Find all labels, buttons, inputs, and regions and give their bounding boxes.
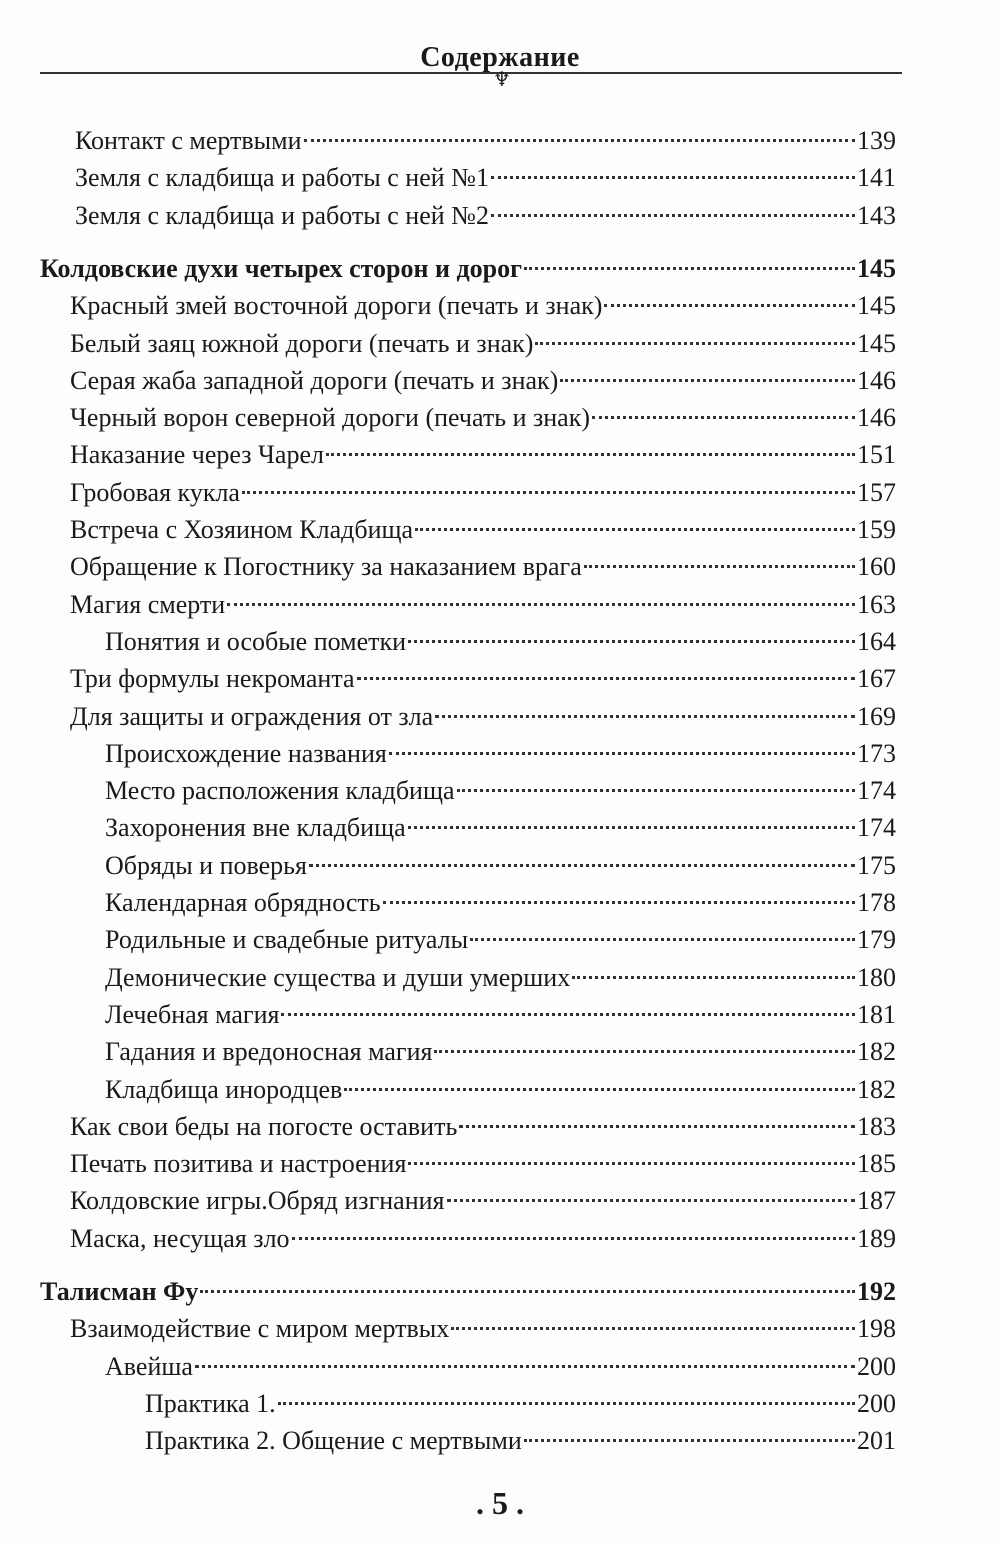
- toc-entry-title: Гадания и вредоносная магия: [105, 1037, 433, 1067]
- dot-leader: [491, 214, 855, 217]
- toc-entry-title: Календарная обрядность: [105, 888, 381, 917]
- dot-leader: [389, 752, 855, 755]
- dot-leader: [491, 176, 855, 179]
- toc-entry: [70, 287, 896, 324]
- dot-leader: [281, 1013, 855, 1016]
- toc-entry: [105, 847, 896, 884]
- dot-leader: [278, 1402, 855, 1405]
- toc-entry-page: 157: [857, 477, 896, 507]
- toc-entry: [70, 511, 896, 548]
- toc-entry-title: Серая жаба западной дороги (печать и знак): [70, 365, 559, 395]
- toc-entry-title: Обращение к Погостнику за наказанием врага: [70, 552, 582, 582]
- dot-leader: [408, 826, 855, 829]
- toc-entry-title: Красный змей восточной дороги (печать и знак): [70, 291, 603, 321]
- header-rule: [40, 72, 902, 74]
- toc-entry: [70, 548, 896, 585]
- toc-entry-page: 146: [857, 403, 896, 433]
- toc-entry: [105, 1348, 896, 1385]
- toc-entry: [105, 809, 896, 846]
- toc-entry-title: Практика 1.: [145, 1388, 276, 1418]
- toc-entry-page: 179: [857, 925, 896, 955]
- toc-entry-page: 145: [857, 253, 896, 283]
- dot-leader: [524, 1439, 855, 1442]
- toc-entry-page: 198: [857, 1314, 896, 1344]
- dot-leader: [459, 1125, 855, 1128]
- toc-entry: [70, 1145, 896, 1182]
- toc-entry-title: Понятия и особые пометки: [105, 626, 407, 656]
- toc-entry-title: Колдовские игры.Обряд изгнания: [70, 1186, 445, 1216]
- toc-entry: [70, 1220, 896, 1257]
- toc-entry-title: Захоронения вне кладбища: [105, 813, 406, 843]
- toc-section-heading: [40, 250, 896, 287]
- toc-entry-title: Как свои беды на погосте оставить: [70, 1111, 458, 1141]
- page-number: . 5 .: [476, 1485, 524, 1521]
- toc-entry-page: 173: [857, 738, 896, 768]
- toc-entry: [145, 1422, 896, 1459]
- toc-entry-page: 174: [857, 776, 896, 806]
- toc-entry: [105, 772, 896, 809]
- toc-entry-title: Кладбища инородцев: [105, 1074, 343, 1104]
- toc-entry: [70, 1108, 896, 1145]
- dot-leader: [309, 864, 855, 867]
- toc-entry-page: 201: [857, 1426, 896, 1456]
- toc-entry-page: 180: [857, 962, 896, 992]
- toc-entry-page: 163: [857, 589, 896, 619]
- toc-entry: [70, 474, 896, 511]
- toc-entry-page: 139: [857, 126, 896, 155]
- toc-entry-page: 175: [857, 850, 896, 880]
- toc-entry-page: 182: [857, 1074, 896, 1104]
- running-header: [0, 30, 1000, 90]
- toc-entry-page: 178: [857, 888, 896, 917]
- dot-leader: [524, 267, 855, 270]
- toc-entry-title: Белый заяц южной дороги (печать и знак): [70, 328, 534, 358]
- toc-entry-title: Демонические существа и души умерших: [105, 962, 571, 992]
- toc-entry: [70, 1182, 896, 1219]
- dot-leader: [344, 1088, 855, 1091]
- toc-entry: [70, 586, 896, 623]
- toc-entry-page: 185: [857, 1149, 896, 1179]
- dot-leader: [200, 1290, 855, 1293]
- toc-entry: [105, 921, 896, 958]
- toc-entry-page: 182: [857, 1037, 896, 1067]
- toc-entry-page: 169: [857, 701, 896, 731]
- toc-entry-page: 146: [857, 365, 896, 395]
- toc-entry: [75, 197, 896, 234]
- toc-entry-title: Происхождение названия: [105, 738, 387, 768]
- toc-entry-title: Лечебная магия: [105, 999, 280, 1029]
- toc-entry-title: Маска, несущая зло: [70, 1223, 290, 1253]
- toc-entry-title: Встреча с Хозяином Кладбища: [70, 515, 414, 544]
- dot-leader: [584, 565, 855, 568]
- toc-entry-title: Место расположения кладбища: [105, 776, 455, 806]
- dot-leader: [383, 901, 855, 904]
- toc-entry: [75, 122, 896, 159]
- dot-leader: [592, 416, 855, 419]
- toc-entry-page: 174: [857, 813, 896, 843]
- toc-entry-page: 187: [857, 1186, 896, 1216]
- toc-entry: [105, 1033, 896, 1070]
- dot-leader: [535, 342, 855, 345]
- toc-entry-page: 141: [857, 163, 896, 193]
- toc-entry-title: Взаимодействие с миром мертвых: [70, 1314, 450, 1344]
- toc-entry: [145, 1385, 896, 1422]
- toc-entry: [105, 959, 896, 996]
- toc-entry-page: 159: [857, 515, 896, 544]
- ornament-icon: ♆: [493, 69, 511, 91]
- dot-leader: [560, 379, 855, 382]
- toc-entry-title: Родильные и свадебные ритуалы: [105, 925, 469, 955]
- toc-entry-title: Магия смерти: [70, 589, 226, 619]
- dot-leader: [195, 1365, 855, 1368]
- page-title: Содержание: [420, 42, 580, 73]
- toc-entry: [105, 735, 896, 772]
- toc-entry-page: 183: [857, 1111, 896, 1141]
- toc-entry-title: Обряды и поверья: [105, 850, 307, 880]
- toc-entry-page: 164: [857, 626, 896, 656]
- toc-entry-title: Контакт с мертвыми: [75, 126, 302, 155]
- dot-leader: [415, 528, 855, 531]
- dot-leader: [470, 938, 855, 941]
- dot-leader: [292, 1237, 855, 1240]
- toc-entry: [105, 884, 896, 921]
- toc-entry-title: Три формулы некроманта: [70, 664, 355, 694]
- toc-entry-page: 192: [857, 1277, 896, 1306]
- toc-entry: [75, 159, 896, 196]
- toc-entry: [70, 1310, 896, 1347]
- toc-entry: [70, 698, 896, 735]
- toc-entry: [105, 623, 896, 660]
- dot-leader: [457, 789, 855, 792]
- dot-leader: [604, 304, 855, 307]
- toc-entry-title: Черный ворон северной дороги (печать и знак): [70, 403, 590, 433]
- toc-entry-title: Гробовая кукла: [70, 477, 240, 507]
- toc-entry-page: 200: [857, 1351, 896, 1381]
- toc-entry: [105, 1071, 896, 1108]
- toc-entry: [70, 399, 896, 436]
- dot-leader: [447, 1199, 856, 1202]
- toc-entry-title: Печать позитива и настроения: [70, 1149, 407, 1179]
- dot-leader: [408, 1162, 855, 1165]
- toc-entry-page: 181: [857, 999, 896, 1029]
- dot-leader: [434, 1050, 855, 1053]
- toc-entry-title: Талисман Фу: [40, 1277, 199, 1306]
- toc-entry-title: Авейша: [105, 1351, 193, 1381]
- toc-section-heading: [40, 1273, 896, 1310]
- toc-entry-title: Для защиты и ограждения от зла: [70, 701, 434, 731]
- toc-entry-page: 189: [857, 1223, 896, 1253]
- dot-leader: [451, 1327, 855, 1330]
- toc-entry-title: Практика 2. Общение с мертвыми: [145, 1426, 522, 1456]
- dot-leader: [242, 491, 855, 494]
- toc-entry: [70, 660, 896, 697]
- dot-leader: [227, 603, 855, 606]
- toc-entry-page: 145: [857, 328, 896, 358]
- toc-entry-title: Земля с кладбища и работы с ней №2: [75, 200, 489, 230]
- toc-entry: [70, 436, 896, 473]
- toc-entry-page: 167: [857, 664, 896, 694]
- dot-leader: [304, 139, 856, 142]
- toc-entry: [105, 996, 896, 1033]
- toc-entry-page: 200: [857, 1388, 896, 1418]
- toc-entry-page: 160: [857, 552, 896, 582]
- dot-leader: [357, 677, 855, 680]
- toc-entry-title: Колдовские духи четырех сторон и дорог: [40, 253, 522, 283]
- dot-leader: [435, 715, 855, 718]
- toc-entry-page: 145: [857, 291, 896, 321]
- dot-leader: [326, 453, 855, 456]
- toc-entry: [70, 325, 896, 362]
- toc-entry-title: Наказание через Чарел: [70, 440, 324, 470]
- toc-entry: [70, 362, 896, 399]
- toc-entry-page: 151: [857, 440, 896, 470]
- dot-leader: [572, 976, 855, 979]
- dot-leader: [408, 640, 855, 643]
- toc-entry-page: 143: [857, 200, 896, 230]
- toc-entry-title: Земля с кладбища и работы с ней №1: [75, 163, 489, 193]
